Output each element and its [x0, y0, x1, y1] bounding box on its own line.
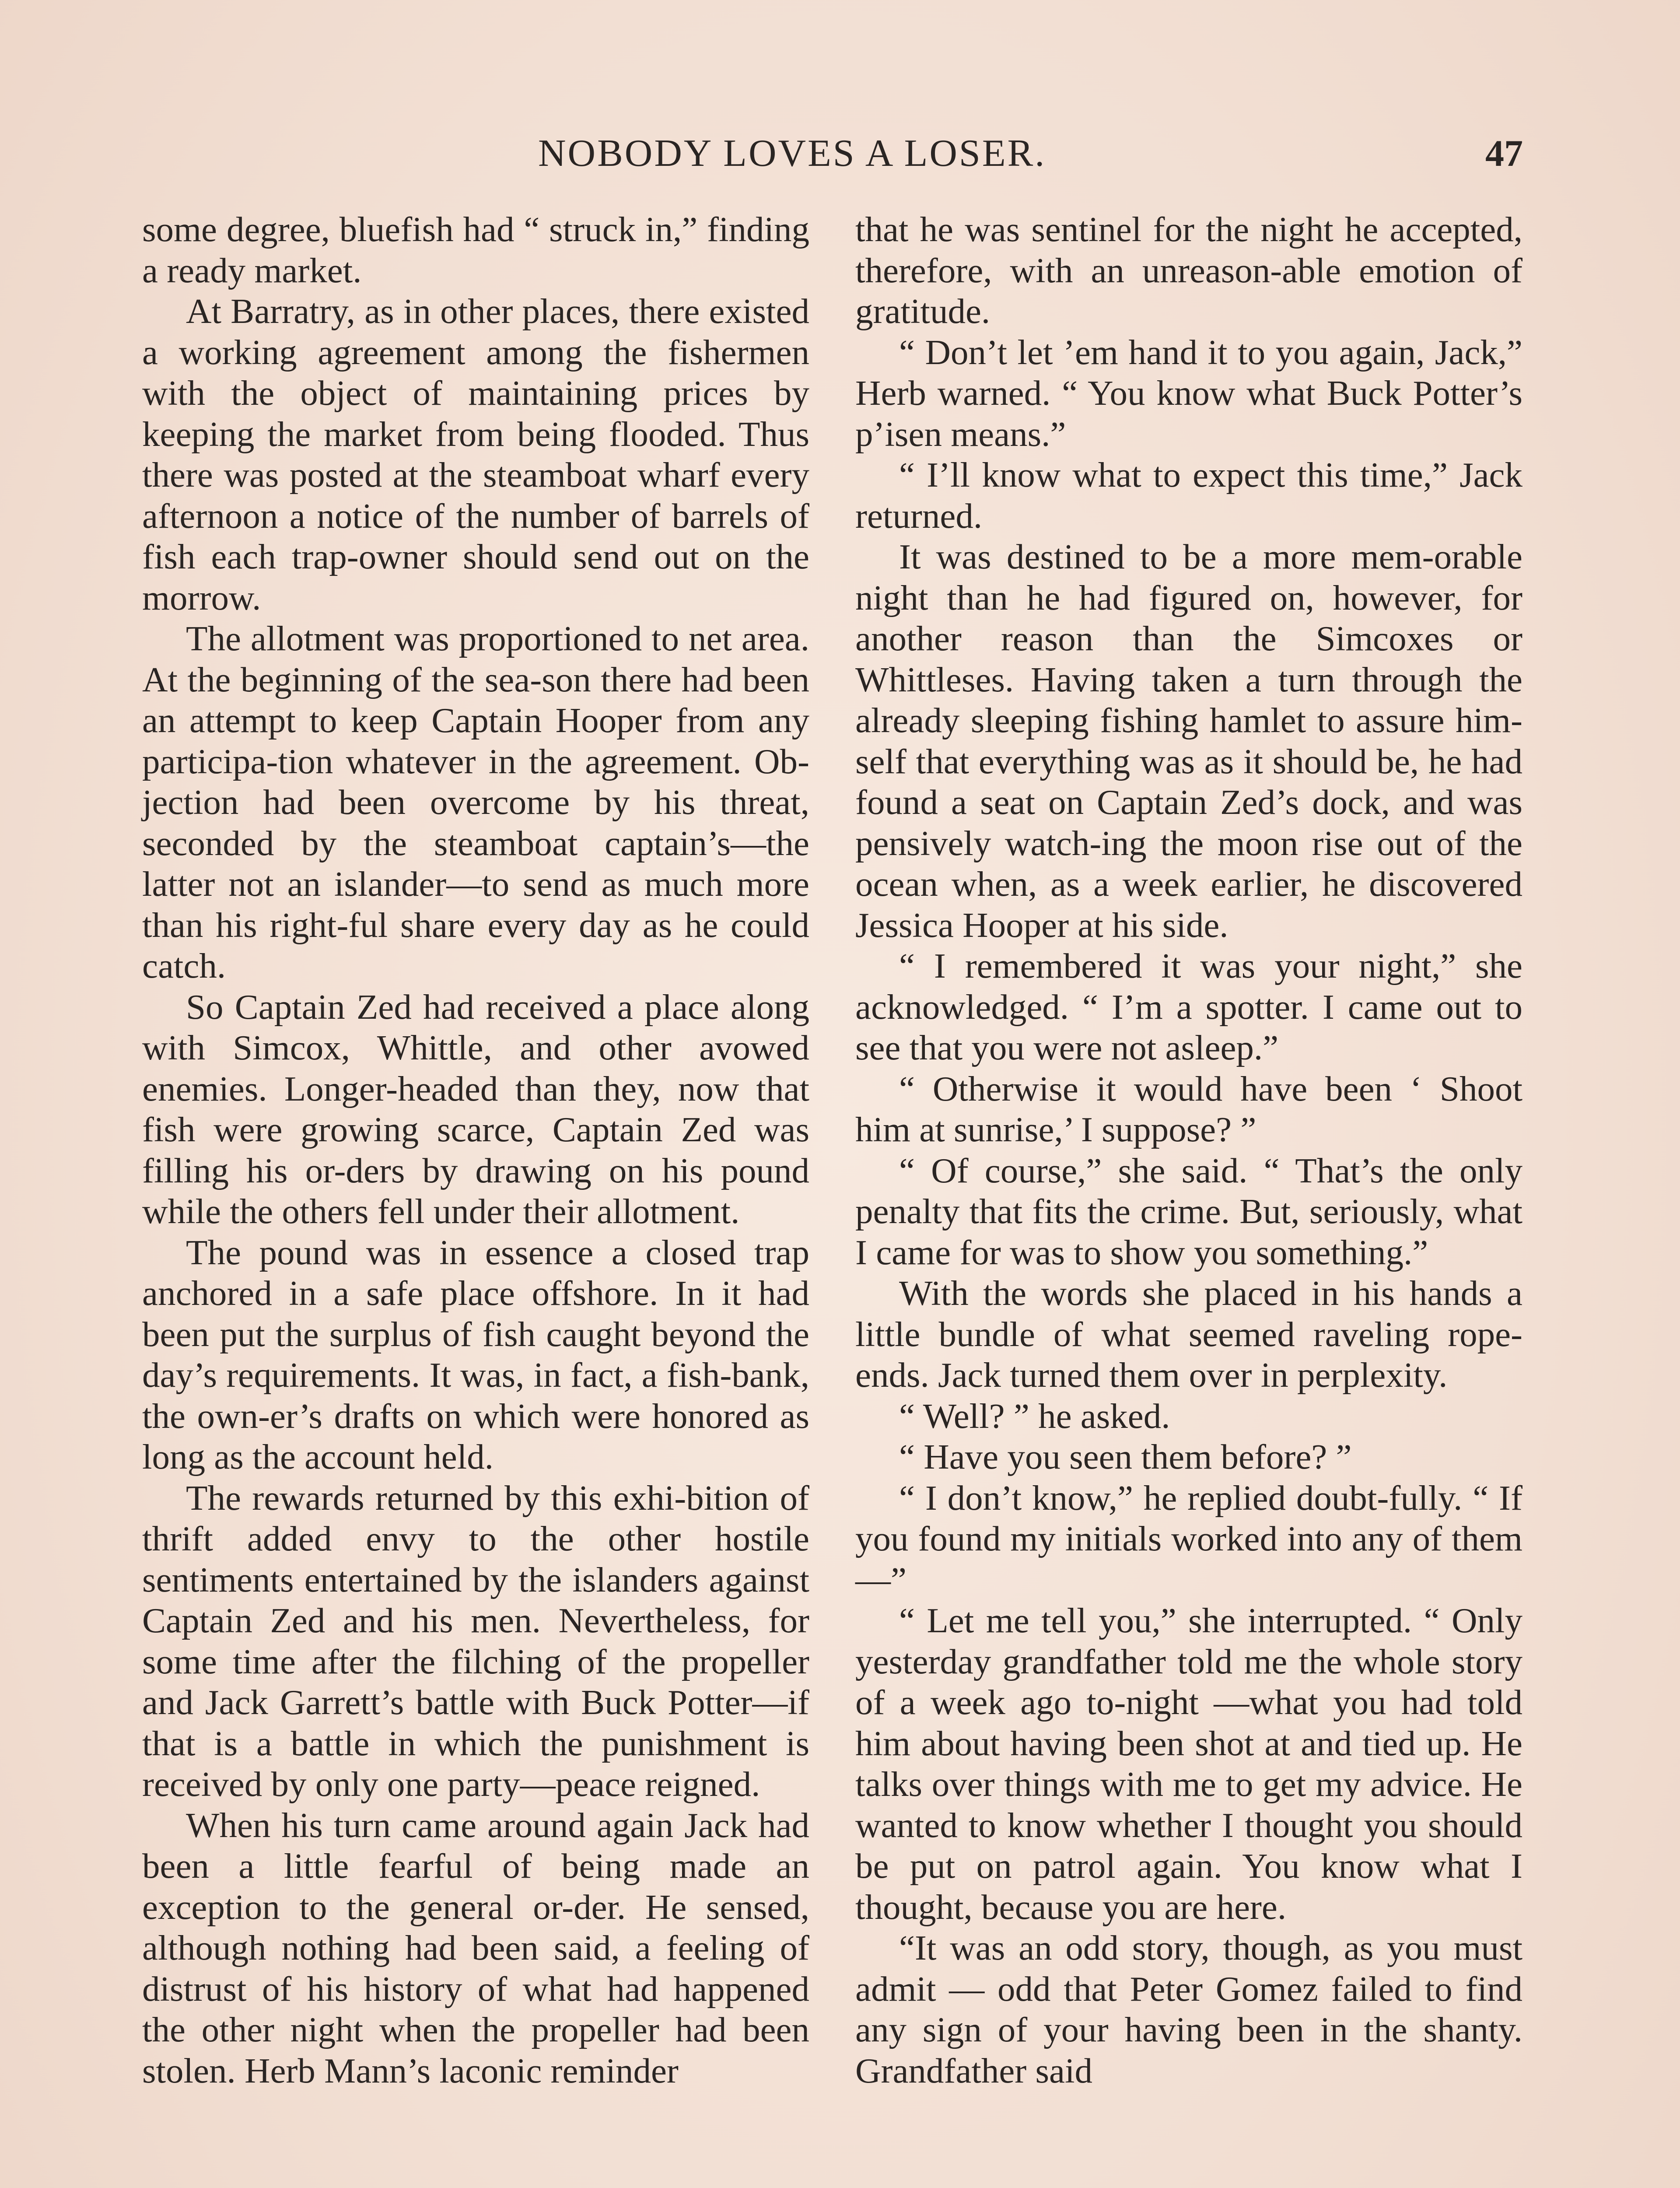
- paragraph: “ I don’t know,” he replied doubt-fully. “ If you found my initials worked into any of them—”: [855, 1478, 1522, 1599]
- paragraph: The pound was in essence a closed trap anchored in a safe place offshore. In it had been put the surplus of fish caught beyond the day’s requirements. It was, in fact, a fish-bank, the own-er’s drafts on which were honored as long as the account held.: [142, 1232, 809, 1476]
- left-column: [142, 209, 809, 2091]
- paragraph: “ Of course,” she said. “ That’s the only penalty that fits the crime. But, seriously, what I came for was to show you something.”: [855, 1150, 1522, 1272]
- paragraph: “ Well? ” he asked.: [899, 1396, 1170, 1436]
- paragraph: “ I’ll know what to expect this time,” Jack returned.: [855, 455, 1522, 536]
- paragraph: It was destined to be a more mem-orable night than he had figured on, however, for another reason than the Simcoxes or Whittleses. Having taken a turn through the already sleeping fishing hamlet to assure him-self that everything was as it should be, he had found a seat on Captain Zed’s dock, and was pensively watch-ing the moon rise out of the ocean when, as a week earlier, he discovered Jessica Hooper at his side.: [855, 537, 1522, 945]
- paragraph: “ Don’t let ’em hand it to you again, Jack,” Herb warned. “ You know what Buck Potter’s p’isen means.”: [855, 332, 1522, 454]
- paragraph: “ Have you seen them before? ”: [899, 1437, 1352, 1476]
- paragraph: “ I remembered it was your night,” she acknowledged. “ I’m a spotter. I came out to see that you were not asleep.”: [855, 946, 1522, 1067]
- page-number: 47: [1485, 132, 1523, 174]
- paragraph: So Captain Zed had received a place along with Simcox, Whittle, and other avowed enemies. Longer-headed than they, now that fish were growing scarce, Captain Zed was filling his or-ders by drawing on his pound while the others fell under their allotment.: [142, 987, 809, 1231]
- paragraph: With the words she placed in his hands a little bundle of what seemed raveling rope-ends. Jack turned them over in perplexity.: [855, 1273, 1522, 1395]
- paragraph: some degree, bluefish had “ struck in,” finding a ready market.: [142, 210, 809, 290]
- paragraph: The allotment was proportioned to net area. At the beginning of the sea-son there had been an attempt to keep Captain Hooper from any participa-tion whatever in the agreement. Ob-jection had been overcome by his threat, seconded by the steamboat captain’s—the latter not an islander—to send as much more than his right-ful share every day as he could catch.: [142, 619, 809, 985]
- paragraph: “ Let me tell you,” she interrupted. “ Only yesterday grandfather told me the whole story of a week ago to-night —what you had told him about having been shot at and tied up. He talks over things with me to get my advice. He wanted to know whether I thought you should be put on patrol again. You know what I thought, because you are here.: [855, 1601, 1522, 1927]
- paragraph: “It was an odd story, though, as you must admit — odd that Peter Gomez failed to find any sign of your having been in the shanty. Grandfather said: [855, 1928, 1522, 2090]
- running-title: NOBODY LOVES A LOSER.: [538, 132, 1046, 175]
- right-column: [855, 209, 1522, 2091]
- running-head: [0, 131, 1680, 179]
- paragraph: that he was sentinel for the night he accepted, therefore, with an unreason-able emotion of gratitude.: [855, 210, 1522, 331]
- paragraph: When his turn came around again Jack had been a little fearful of being made an exception to the general or-der. He sensed, although nothing had been said, a feeling of distrust of his history of what had happened the other night when the propeller had been stolen. Herb Mann’s laconic reminder: [142, 1805, 809, 2090]
- paragraph: “ Otherwise it would have been ‘ Shoot him at sunrise,’ I suppose? ”: [855, 1069, 1522, 1149]
- paragraph: At Barratry, as in other places, there existed a working agreement among the fishermen with the object of maintaining prices by keeping the market from being flooded. Thus there was posted at the steamboat wharf every afternoon a notice of the number of barrels of fish each trap-owner should send out on the morrow.: [142, 291, 809, 617]
- paragraph: The rewards returned by this exhi-bition of thrift added envy to the other hostile sentiments entertained by the islanders against Captain Zed and his men. Nevertheless, for some time after the filching of the propeller and Jack Garrett’s battle with Buck Potter—if that is a battle in which the punishment is received by only one party—peace reigned.: [142, 1478, 809, 1804]
